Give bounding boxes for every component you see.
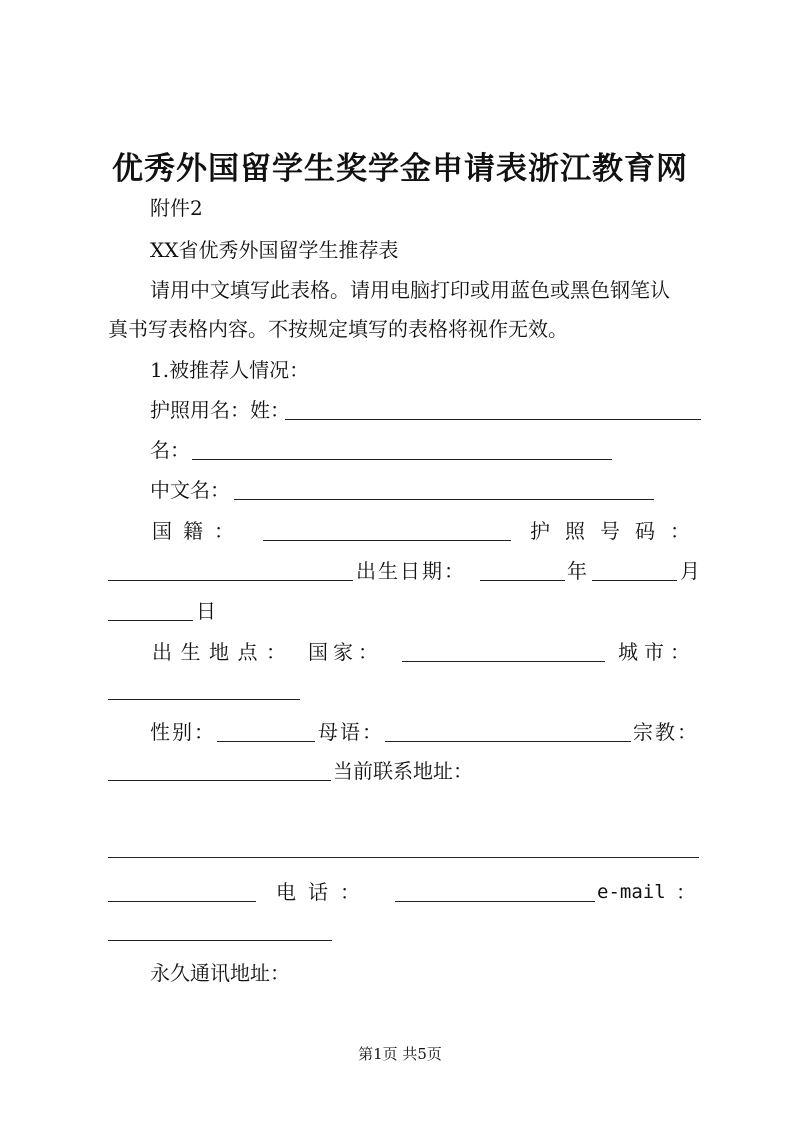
birth-day-field[interactable]: [108, 620, 193, 621]
instruction-line-2: 真书写表格内容。不按规定填写的表格将视作无效。: [108, 317, 568, 341]
country-label: 国 家 ：: [308, 640, 378, 664]
birth-year-field[interactable]: [480, 580, 565, 581]
attachment-label: 附件2: [150, 196, 203, 220]
nationality-label: 国 籍 ：: [152, 519, 234, 543]
religion-field[interactable]: [108, 780, 331, 781]
phone-label: 电 话 ：: [276, 880, 360, 904]
email-field[interactable]: [108, 940, 332, 941]
city-label: 城 市 ：: [618, 640, 690, 664]
birth-country-field[interactable]: [402, 661, 605, 662]
section-1-heading: 1.被推荐人情况：: [150, 358, 310, 382]
document-title: 优秀外国留学生奖学金申请表浙江教育网: [112, 151, 688, 187]
passport-name-label: 护照用名：姓：: [150, 398, 290, 422]
religion-label: 宗教：: [633, 720, 699, 744]
chinese-name-label: 中文名：: [150, 478, 230, 502]
chinese-name-field[interactable]: [234, 499, 654, 500]
birth-city-field[interactable]: [108, 699, 300, 700]
phone-field[interactable]: [395, 901, 595, 902]
mother-tongue-label: 母语：: [318, 720, 384, 744]
instruction-line-1: 请用中文填写此表格。请用电脑打印或用蓝色或黑色钢笔认: [150, 278, 670, 302]
birth-date-label: 出生日期：: [356, 559, 466, 583]
gender-label: 性别：: [150, 720, 216, 744]
birthplace-label: 出 生 地 点 ：: [152, 640, 286, 664]
given-name-field[interactable]: [192, 459, 612, 460]
month-label: 月: [680, 559, 700, 583]
day-label: 日: [196, 599, 216, 623]
address-continuation-field[interactable]: [108, 901, 256, 902]
page-footer: 第1页 共5页: [358, 1045, 442, 1063]
gender-field[interactable]: [217, 741, 315, 742]
email-colon: ：: [676, 880, 696, 904]
passport-number-field[interactable]: [108, 580, 353, 581]
year-label: 年: [567, 559, 587, 583]
mother-tongue-field[interactable]: [385, 741, 631, 742]
given-name-label: 名：: [150, 438, 190, 462]
birth-month-field[interactable]: [592, 580, 677, 581]
email-label: e-mail: [597, 881, 666, 903]
permanent-address-label: 永久通讯地址：: [150, 961, 290, 985]
current-address-field[interactable]: [108, 857, 699, 858]
form-title: XX省优秀外国留学生推荐表: [150, 238, 399, 262]
passport-number-label: 护 照 号 码 ：: [530, 519, 690, 543]
nationality-field[interactable]: [263, 540, 511, 541]
surname-field[interactable]: [285, 419, 701, 420]
current-address-label: 当前联系地址：: [333, 759, 473, 783]
